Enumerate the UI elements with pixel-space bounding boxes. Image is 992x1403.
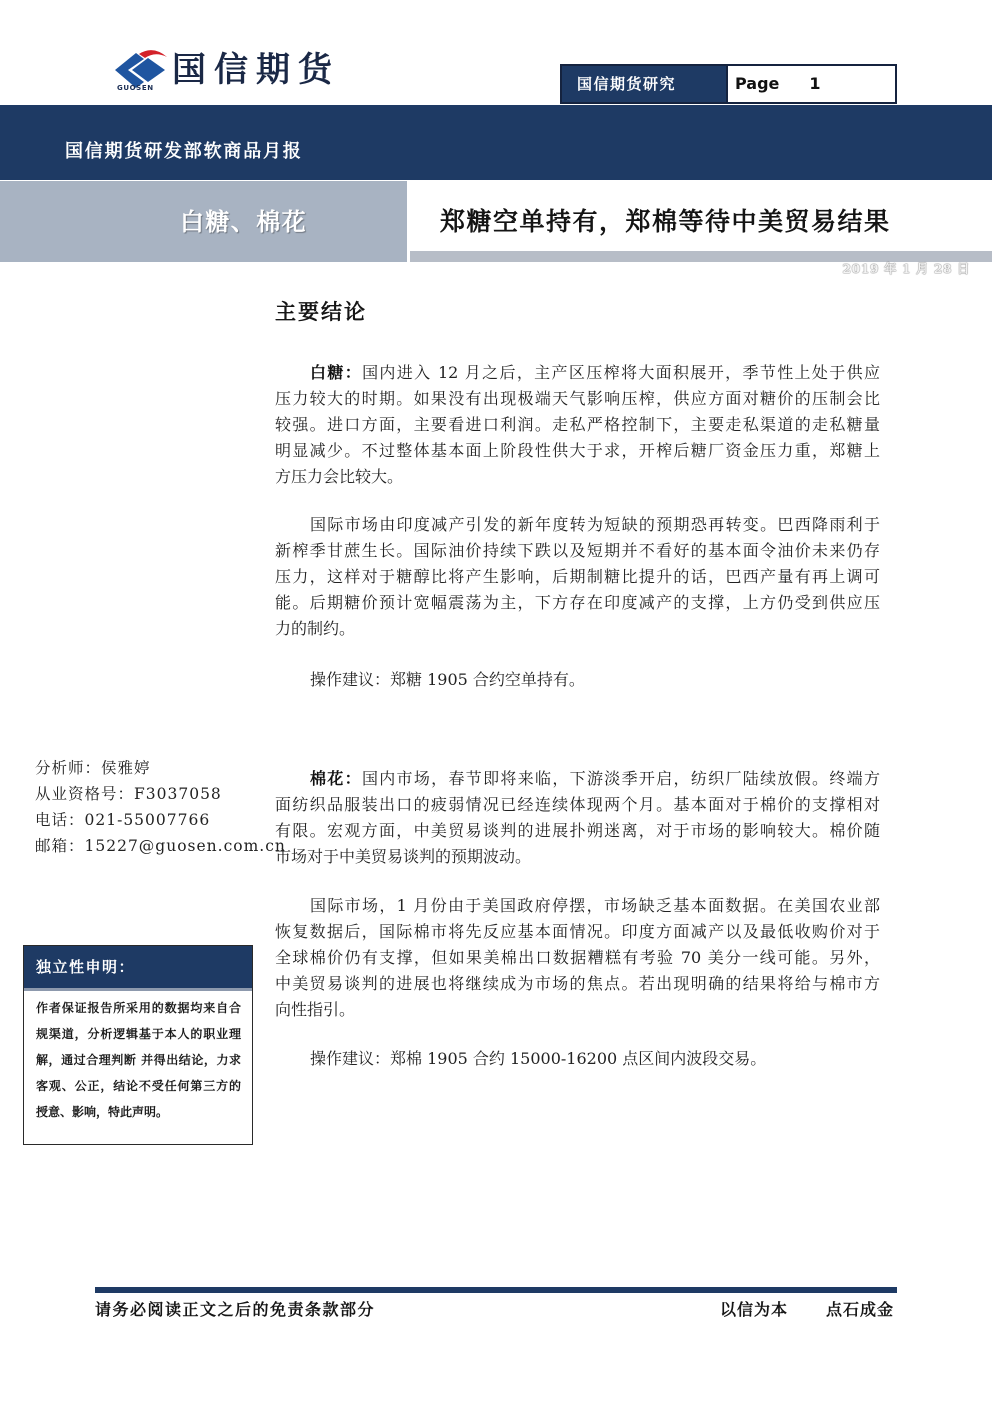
paragraph-line: 较强。进口方面，主要看进口利润。走私严格控制下，主要走私渠道的走私糖量 xyxy=(275,415,880,434)
footer-motto-2: 点石成金 xyxy=(826,1300,895,1319)
sugar-label: 白糖： xyxy=(310,363,363,382)
sugar-paragraph-2 xyxy=(275,512,880,642)
footer-rule xyxy=(95,1287,897,1293)
paragraph-line: 面纺织品服装出口的疲弱情况已经连续体现两个月。基本面对于棉价的支撑相对 xyxy=(275,795,880,814)
paragraph-text: 国内进入 12 月之后，主产区压榨将大面积展开，季节性上处于供应 xyxy=(362,363,880,382)
paragraph-line: 市场对于中美贸易谈判的预期波动。 xyxy=(275,847,532,866)
statement-line: 授意、影响，特此声明。 xyxy=(36,1105,169,1119)
independence-statement-box xyxy=(23,945,253,1145)
report-title: 郑糖空单持有，郑棉等待中美贸易结果 xyxy=(440,207,891,236)
paragraph-line: 中美贸易谈判的进展也将继续成为市场的焦点。若出现明确的结果将给与棉市方 xyxy=(275,974,880,993)
analyst-license: 从业资格号：F3037058 xyxy=(35,785,222,803)
department-title: 国信期货研发部软商品月报 xyxy=(65,141,303,162)
paragraph-line: 恢复数据后，国际棉市将先反应基本面情况。印度方面减产以及最低收购价对于 xyxy=(275,922,880,941)
cotton-paragraph-1 xyxy=(275,766,880,870)
sugar-advice xyxy=(275,667,880,693)
analyst-email: 邮箱：15227@guosen.com.cn xyxy=(35,837,286,855)
cotton-paragraph-2 xyxy=(275,893,880,1023)
paragraph-line: 压力较大的时期。如果没有出现极端天气影响压榨，供应方面对糖价的压制会比 xyxy=(275,389,880,408)
analyst-name: 分析师：侯雅婷 xyxy=(35,759,151,777)
logo-name: 国信期货 xyxy=(172,50,340,90)
guosen-logo-icon xyxy=(115,48,167,88)
paragraph-text: 国内市场，春节即将来临，下游淡季开启，纺织厂陆续放假。终端方 xyxy=(361,769,880,788)
paragraph-line xyxy=(275,766,880,792)
footer-disclaimer-notice: 请务必阅读正文之后的免责条款部分 xyxy=(95,1300,376,1319)
independence-statement-title: 独立性申明： xyxy=(24,946,252,991)
cotton-label: 棉花： xyxy=(310,769,362,788)
paragraph-line: 方压力会比较大。 xyxy=(275,467,404,486)
paragraph-line: 向性指引。 xyxy=(275,1000,356,1019)
page-number: 1 xyxy=(809,74,821,93)
research-page-box xyxy=(560,64,897,104)
advice-line: 操作建议：郑糖 1905 合约空单持有。 xyxy=(310,670,585,689)
paragraph-line xyxy=(275,360,880,386)
paragraph-line: 国际市场由印度减产引发的新年度转为短缺的预期恐再转变。巴西降雨利于 xyxy=(310,515,880,534)
report-date: 2019 年 1 月 28 日 xyxy=(842,261,970,276)
advice-line: 操作建议：郑棉 1905 合约 15000-16200 点区间内波段交易。 xyxy=(310,1049,767,1068)
cotton-advice xyxy=(275,1046,880,1072)
paragraph-line: 国际市场，1 月份由于美国政府停摆，市场缺乏基本面数据。在美国农业部 xyxy=(310,896,880,915)
statement-line: 作者保证报告所采用的数据均来自合 xyxy=(36,1001,241,1015)
section-title: 主要结论 xyxy=(275,299,367,324)
statement-line: 解，通过合理判断 并得出结论，力求 xyxy=(36,1053,241,1067)
statement-line: 规渠道，分析逻辑基于本人的职业理 xyxy=(36,1027,241,1041)
page-label: Page xyxy=(735,74,780,93)
analyst-info xyxy=(35,755,286,859)
research-label: 国信期货研究 xyxy=(562,66,726,102)
logo-english-text: GUOSEN xyxy=(117,84,154,92)
category-label: 白糖、棉花 xyxy=(180,207,307,236)
sugar-paragraph-1 xyxy=(275,360,880,490)
paragraph-line: 能。后期糖价预计宽幅震荡为主，下方存在印度减产的支撑，上方仍受到供应压 xyxy=(275,593,880,612)
statement-line: 客观、公正，结论不受任何第三方的 xyxy=(36,1079,241,1093)
paragraph-line: 压力，这样对于糖醇比将产生影响，后期制糖比提升的话，巴西产量有再上调可 xyxy=(275,567,880,586)
paragraph-line: 力的制约。 xyxy=(275,619,356,638)
independence-statement-body xyxy=(24,991,252,1125)
paragraph-line: 新榨季甘蔗生长。国际油价持续下跌以及短期并不看好的基本面令油价未来仍存 xyxy=(275,541,880,560)
paragraph-line: 全球棉价仍有支撑，但如果美棉出口数据糟糕有考验 70 美分一线可能。另外， xyxy=(275,948,880,967)
footer-motto-1: 以信为本 xyxy=(720,1300,789,1319)
paragraph-line: 明显减少。不过整体基本面上阶段性供大于求，开榨后糖厂资金压力重，郑糖上 xyxy=(275,441,880,460)
analyst-phone: 电话：021-55007766 xyxy=(35,811,211,829)
page-indicator xyxy=(726,66,895,102)
paragraph-line: 有限。宏观方面，中美贸易谈判的进展扑朔迷离，对于市场的影响较大。棉价随 xyxy=(275,821,880,840)
